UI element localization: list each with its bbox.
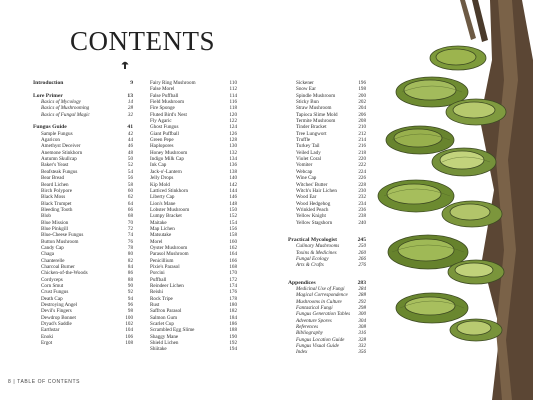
toc-page-number: 98 bbox=[127, 308, 133, 315]
toc-entry-title: Blue Pinkgill bbox=[41, 225, 69, 232]
toc-entry-title: Tree Lungwort bbox=[296, 130, 327, 137]
toc-page-number: 212 bbox=[358, 130, 366, 137]
toc-page-number: 134 bbox=[229, 156, 237, 163]
toc-entry-title: Basics of Mushrooming bbox=[41, 105, 90, 112]
toc-page-number: 78 bbox=[127, 244, 133, 251]
toc-entry-title: Black Trumpet bbox=[41, 200, 72, 207]
toc-page-number: 288 bbox=[358, 292, 366, 299]
toc-page-number: 328 bbox=[358, 336, 366, 343]
toc-page-number: 200 bbox=[358, 92, 366, 99]
toc-page-number: 60 bbox=[127, 187, 133, 194]
toc-page-number: 124 bbox=[229, 124, 237, 131]
toc-page-number: 245 bbox=[357, 236, 366, 243]
toc-page-number: 266 bbox=[358, 255, 366, 262]
toc-entry-title: Magical Correspondence bbox=[296, 292, 348, 299]
toc-entry-title: Snow Ear bbox=[296, 86, 316, 93]
toc-page-number: 214 bbox=[358, 137, 366, 144]
toc-column-1 bbox=[33, 80, 133, 346]
toc-page-number: 188 bbox=[229, 327, 237, 334]
toc-entry-title: Blue-Cheese Fungus bbox=[41, 232, 84, 239]
toc-entry-title: Birch Polypore bbox=[41, 187, 72, 194]
toc-page-number: 13 bbox=[127, 92, 133, 99]
toc-entry-title: Medicinal Use of Fungi bbox=[296, 285, 345, 292]
toc-page-number: 166 bbox=[229, 257, 237, 264]
toc-entry-title: Wine Cap bbox=[296, 175, 317, 182]
toc-page-number: 136 bbox=[229, 162, 237, 169]
toc-page-number: 156 bbox=[229, 225, 237, 232]
toc-entry-title: Dryad's Saddle bbox=[41, 321, 72, 328]
toc-page-number: 176 bbox=[229, 289, 237, 296]
toc-entry-title: Chicken-of-the-Woods bbox=[41, 270, 88, 277]
toc-entry-title: Sample Fungus bbox=[41, 130, 73, 137]
toc-entry-title: Black Moss bbox=[41, 194, 66, 201]
toc-entry-title: Wood Hedgehog bbox=[296, 200, 331, 207]
toc-page-number: 94 bbox=[127, 295, 133, 302]
toc-page-number: 284 bbox=[358, 285, 366, 292]
toc-entry-title: Turkey Tail bbox=[296, 143, 320, 150]
page-title: CONTENTS bbox=[70, 26, 215, 56]
toc-page-number: 216 bbox=[358, 143, 366, 150]
toc-entry-title: Cordyceps bbox=[41, 276, 63, 283]
toc-page-number: 204 bbox=[358, 105, 366, 112]
toc-page-number: 298 bbox=[358, 305, 366, 311]
toc-page-number: 14 bbox=[127, 99, 133, 106]
toc-entry-title: Fungus Generation Tables bbox=[296, 311, 351, 318]
toc-entry-title: Fungus Location Guide bbox=[296, 336, 345, 343]
toc-page-number: 132 bbox=[229, 149, 237, 156]
toc-page-number: 120 bbox=[229, 111, 237, 118]
toc-entry-title: False Puffball bbox=[150, 92, 179, 99]
toc-page-number: 304 bbox=[358, 317, 366, 324]
toc-entry-title: Autumn Skullcap bbox=[41, 156, 77, 163]
toc-entry-title: Fungal Ecology bbox=[296, 255, 329, 262]
toc-page-number: 158 bbox=[229, 232, 237, 239]
toc-entry-title: Basics of Mycology bbox=[41, 99, 81, 106]
toc-entry-title: Indigo Milk Cap bbox=[150, 156, 184, 163]
toc-entry-title: Sickener bbox=[296, 80, 314, 86]
toc-page-number: 112 bbox=[229, 86, 237, 93]
toc-entry-title: Blob bbox=[41, 213, 51, 220]
toc-page-number: 230 bbox=[358, 187, 366, 194]
toc-entry-title: Beard Lichen bbox=[41, 181, 69, 188]
toc-page-number: 283 bbox=[357, 279, 366, 286]
toc-page-number: 48 bbox=[127, 149, 133, 156]
toc-entry-title: Arts & Crafts bbox=[296, 262, 324, 269]
toc-entry-title: Baker's Yeast bbox=[41, 162, 69, 169]
toc-entry-title: Anemone Stinkhorn bbox=[41, 149, 83, 156]
toc-page-number: 160 bbox=[229, 238, 237, 245]
toc-entry-title: Blue Mission bbox=[41, 219, 69, 226]
toc-page-number: 41 bbox=[127, 124, 133, 131]
toc-page-number: 276 bbox=[358, 262, 366, 269]
toc-entry-title: Basics of Fungal Magic bbox=[41, 111, 90, 118]
toc-page-number: 80 bbox=[127, 251, 133, 258]
toc-page-number: 292 bbox=[358, 298, 366, 305]
toc-entry-title: Candy Cap bbox=[41, 244, 64, 251]
toc-entry-title: Amethyst Deceiver bbox=[41, 143, 81, 150]
toc-page-number: 70 bbox=[127, 219, 133, 226]
toc-page-number: 66 bbox=[127, 206, 133, 213]
toc-page-number: 168 bbox=[229, 263, 237, 270]
toc-page-number: 234 bbox=[358, 200, 366, 207]
toc-entry-title: Witches' Butter bbox=[296, 181, 328, 188]
toc-entry-title: Destroying Angel bbox=[41, 302, 78, 309]
toc-page-number: 222 bbox=[358, 162, 366, 169]
toc-entry-title: Lobster Mushroom bbox=[150, 206, 190, 213]
toc-page-number: 232 bbox=[358, 194, 366, 201]
toc-entry-title: Toxins & Medicines bbox=[296, 249, 337, 256]
toc-entry-title: References bbox=[296, 324, 319, 331]
toc-page-number: 68 bbox=[127, 213, 133, 220]
toc-entry-title: Termite Mushroom bbox=[296, 118, 336, 125]
toc-page-number: 92 bbox=[127, 289, 133, 296]
toc-entry-title: Lumpy Bracket bbox=[150, 213, 182, 220]
toc-page-number: 182 bbox=[229, 308, 237, 315]
toc-page-number: 332 bbox=[358, 343, 366, 350]
toc-page-number: 174 bbox=[229, 283, 237, 289]
toc-entry bbox=[33, 340, 133, 346]
toc-page-number: 180 bbox=[229, 302, 237, 309]
toc-page-number: 76 bbox=[127, 238, 133, 245]
toc-entry-title: Truffle bbox=[296, 137, 311, 144]
toc-page-number: 122 bbox=[229, 118, 237, 125]
toc-page-number: 210 bbox=[358, 124, 366, 131]
toc-page-number: 196 bbox=[358, 80, 366, 86]
mushroom-ornament-icon bbox=[121, 60, 129, 70]
toc-entry-title: Appendices bbox=[288, 279, 316, 286]
toc-entry-title: Beafsteak Fungus bbox=[41, 168, 78, 175]
toc-entry-title: Crust Fungus bbox=[41, 289, 69, 296]
toc-page-number: 58 bbox=[127, 181, 133, 188]
toc-page-number: 148 bbox=[229, 200, 237, 207]
toc-entry-title: Button Mushroom bbox=[41, 238, 79, 245]
toc-page-number: 190 bbox=[229, 333, 237, 340]
toc-page-number: 9 bbox=[130, 80, 133, 86]
toc-entry-title: Latticed Stinkhorn bbox=[150, 187, 189, 194]
toc-page-number: 260 bbox=[358, 249, 366, 256]
toc-page-number: 146 bbox=[229, 194, 237, 201]
toc-entry-title: Witch's Hair Lichen bbox=[296, 187, 337, 194]
toc-page-number: 54 bbox=[127, 168, 133, 175]
toc-page-number: 74 bbox=[127, 232, 133, 239]
toc-entry-title: Shaggy Mane bbox=[150, 333, 179, 340]
toc-entry-title: Shiitake bbox=[150, 346, 167, 353]
toc-page-number: 162 bbox=[229, 244, 237, 251]
toc-entry-title: Reindeer Lichen bbox=[150, 283, 184, 289]
toc-page-number: 90 bbox=[127, 283, 133, 289]
toc-entry-title: Matsutake bbox=[150, 232, 172, 239]
toc-page-number: 56 bbox=[127, 175, 133, 182]
toc-entry-title: Dewdrop Bonnet bbox=[41, 314, 76, 321]
toc-page-number: 82 bbox=[127, 257, 133, 264]
toc-entry-title: Death Cap bbox=[41, 295, 63, 302]
toc-entry-title: Lore Primer bbox=[33, 92, 63, 99]
toc-page-number: 198 bbox=[358, 86, 366, 93]
toc-page-number: 44 bbox=[127, 137, 133, 144]
toc-entry-title: Liberty Cap bbox=[150, 194, 175, 201]
toc-page-number: 250 bbox=[358, 243, 366, 250]
toc-page-number: 28 bbox=[127, 105, 133, 112]
toc-entry-title: Green Pepe bbox=[150, 137, 174, 144]
toc-entry-title: Bibliography bbox=[296, 330, 323, 337]
toc-entry-title: Fire Sponge bbox=[150, 105, 175, 112]
toc-entry-title: Adventure Spores bbox=[296, 317, 332, 324]
toc-entry-title: Ink Cap bbox=[150, 162, 167, 169]
toc-page-number: 152 bbox=[229, 213, 237, 220]
toc-entry-title: Saffron Parasol bbox=[150, 308, 182, 315]
toc-page-number: 32 bbox=[127, 111, 133, 118]
toc-entry-title: Violet Coral bbox=[296, 156, 322, 163]
toc-entry-title: Shield Lichen bbox=[150, 340, 179, 347]
toc-entry-title: Reishi bbox=[150, 289, 164, 296]
toc-entry-title: Wood Ear bbox=[296, 194, 317, 201]
toc-page-number: 84 bbox=[127, 263, 133, 270]
toc-entry bbox=[150, 346, 237, 352]
toc-entry-title: Sticky Bun bbox=[296, 99, 319, 106]
toc-entry-title: Jack-o'-Lantern bbox=[150, 168, 182, 175]
toc-entry-title: Ergot bbox=[41, 340, 53, 347]
toc-page-number: 220 bbox=[358, 156, 366, 163]
toc-entry-title: Parasol Mushroom bbox=[150, 251, 189, 258]
toc-page-number: 130 bbox=[229, 143, 237, 150]
toc-page-number: 208 bbox=[358, 118, 366, 125]
toc-entry-title: Enoki bbox=[41, 333, 54, 340]
toc-page-number: 64 bbox=[127, 200, 133, 207]
toc-entry-title: Fly Agaric bbox=[150, 118, 172, 125]
toc-page-number: 228 bbox=[358, 181, 366, 188]
toc-entry-title: Tapioca Slime Mold bbox=[296, 111, 338, 118]
toc-entry-title: Earthstar bbox=[41, 327, 60, 334]
toc-page-number: 42 bbox=[127, 130, 133, 137]
toc-entry bbox=[288, 349, 366, 355]
toc-page-number: 102 bbox=[125, 321, 133, 328]
toc-entry-title: Tinder Bracket bbox=[296, 124, 327, 131]
toc-entry-title: Salmon Gum bbox=[150, 314, 178, 321]
toc-entry-title: Haplopores bbox=[150, 143, 174, 150]
toc-entry-title: Spindle Mushroom bbox=[296, 92, 336, 99]
toc-page-number: 72 bbox=[127, 225, 133, 232]
toc-page-number: 106 bbox=[125, 333, 133, 340]
toc-entry-title: Charcoal Burner bbox=[41, 263, 75, 270]
toc-entry-title: False Morel bbox=[150, 86, 175, 93]
toc-page-number: 226 bbox=[358, 175, 366, 182]
toc-page-number: 224 bbox=[358, 168, 366, 175]
toc-page-number: 192 bbox=[229, 340, 237, 347]
toc-entry-title: Yellow Stagshorn bbox=[296, 219, 333, 226]
toc-entry-title: Scrambled Egg Slime bbox=[150, 327, 195, 334]
toc-entry-title: Agaricon bbox=[41, 137, 60, 144]
toc-entry-title: Scarlet Cup bbox=[150, 321, 174, 328]
spacer bbox=[288, 269, 366, 280]
spacer bbox=[288, 226, 366, 237]
toc-page-number: 300 bbox=[358, 311, 366, 318]
toc-page-number: 164 bbox=[229, 251, 237, 258]
toc-column-3 bbox=[288, 80, 366, 356]
toc-page-number: 108 bbox=[125, 340, 133, 347]
toc-entry-title: Corn Smut bbox=[41, 283, 64, 289]
toc-entry-title: Oyster Mushroom bbox=[150, 244, 188, 251]
toc-page-number: 144 bbox=[229, 187, 237, 194]
toc-page-number: 50 bbox=[127, 156, 133, 163]
toc-page-number: 100 bbox=[125, 314, 133, 321]
toc-entry-title: Culinary Mushrooms bbox=[296, 243, 340, 250]
toc-page-number: 316 bbox=[358, 330, 366, 337]
toc-entry-title: Giant Puffball bbox=[150, 130, 179, 137]
toc-entry-title: Mushrooms in Culture bbox=[296, 298, 342, 305]
toc-entry-title: Map Lichen bbox=[150, 225, 175, 232]
toc-page-number: 172 bbox=[229, 276, 237, 283]
toc-page-number: 88 bbox=[127, 276, 133, 283]
toc-entry-title: Veiled Lady bbox=[296, 149, 321, 156]
toc-entry-title: Yellow Knight bbox=[296, 213, 326, 220]
toc-entry-title: Rock Tripe bbox=[150, 295, 173, 302]
toc-page-number: 114 bbox=[229, 92, 237, 99]
toc-page-number: 356 bbox=[358, 349, 366, 356]
toc-page-number: 116 bbox=[229, 99, 237, 106]
toc-entry-title: Porcini bbox=[150, 270, 165, 277]
toc-column-2 bbox=[150, 80, 237, 353]
toc-page-number: 140 bbox=[229, 175, 237, 182]
toc-page-number: 150 bbox=[229, 206, 237, 213]
toc-page-number: 186 bbox=[229, 321, 237, 328]
toc-entry-title: Chaga bbox=[41, 251, 55, 258]
toc-entry-title: Practical Mycologist bbox=[288, 236, 337, 243]
toc-entry-title: Straw Mushroom bbox=[296, 105, 332, 112]
toc-page-number: 142 bbox=[229, 181, 237, 188]
toc-entry-title: Rust bbox=[150, 302, 160, 309]
toc-page-number: 52 bbox=[127, 162, 133, 169]
toc-page-number: 104 bbox=[125, 327, 133, 334]
toc-entry-title: Vomiter bbox=[296, 162, 313, 169]
toc-entry-title: Puffball bbox=[150, 276, 167, 283]
toc-page-number: 240 bbox=[358, 219, 366, 226]
toc-page-number: 236 bbox=[358, 206, 366, 213]
toc-entry-title: Pixie's Parasol bbox=[150, 263, 180, 270]
toc-page-number: 154 bbox=[229, 219, 237, 226]
toc-entry-title: Fluted Bird's Nest bbox=[150, 111, 187, 118]
toc-page-number: 96 bbox=[127, 302, 133, 309]
toc-entry-title: Maitake bbox=[150, 219, 167, 226]
toc-page-number: 178 bbox=[229, 295, 237, 302]
toc-page-number: 206 bbox=[358, 111, 366, 118]
toc-entry-title: Honey Mushroom bbox=[150, 149, 188, 156]
toc-entry-title: Devil's Fingers bbox=[41, 308, 72, 315]
toc-page-number: 128 bbox=[229, 137, 237, 144]
page-footer: 8 | TABLE OF CONTENTS bbox=[8, 379, 81, 385]
toc-page-number: 308 bbox=[358, 324, 366, 331]
toc-entry-title: Morel bbox=[150, 238, 163, 245]
toc-entry-title: Bleeding Tooth bbox=[41, 206, 73, 213]
toc-entry-title: Jelly Drops bbox=[150, 175, 174, 182]
toc-entry-title: Wrinkled Peach bbox=[296, 206, 329, 213]
toc-entry-title: Webcap bbox=[296, 168, 313, 175]
toc-page-number: 118 bbox=[229, 105, 237, 112]
toc-entry-title: Ghost Fungus bbox=[150, 124, 179, 131]
toc-entry-title: Fungus Visual Guide bbox=[296, 343, 339, 350]
toc-entry-title: Index bbox=[296, 349, 308, 356]
toc-entry-title: Penicillium bbox=[150, 257, 174, 264]
toc-page-number: 238 bbox=[358, 213, 366, 220]
toc-page-number: 126 bbox=[229, 130, 237, 137]
toc-page-number: 218 bbox=[358, 149, 366, 156]
toc-page-number: 194 bbox=[229, 346, 237, 353]
toc-entry-title: Lion's Mane bbox=[150, 200, 176, 207]
toc-entry-title: Introduction bbox=[33, 80, 64, 86]
toc-entry-title: Fungus Guide bbox=[33, 124, 67, 131]
toc-page-number: 202 bbox=[358, 99, 366, 106]
turkey-tail-fungus-illustration bbox=[372, 0, 533, 400]
toc-entry-title: Chanterelle bbox=[41, 257, 65, 264]
toc-page-number: 110 bbox=[229, 80, 237, 86]
toc-entry-title: Bear Bread bbox=[41, 175, 65, 182]
toc-entry-title: Kip Mold bbox=[150, 181, 170, 188]
toc-entry-title: Fairy Ring Mushroom bbox=[150, 80, 196, 86]
toc-page-number: 170 bbox=[229, 270, 237, 277]
toc-page-number: 184 bbox=[229, 314, 237, 321]
toc-page-number: 46 bbox=[127, 143, 133, 150]
toc-entry-title: Field Mushroom bbox=[150, 99, 185, 106]
toc-page-number: 86 bbox=[127, 270, 133, 277]
toc-page-number: 62 bbox=[127, 194, 133, 201]
toc-entry-title: Fantastical Fungi bbox=[296, 305, 333, 311]
toc-page-number: 138 bbox=[229, 168, 237, 175]
